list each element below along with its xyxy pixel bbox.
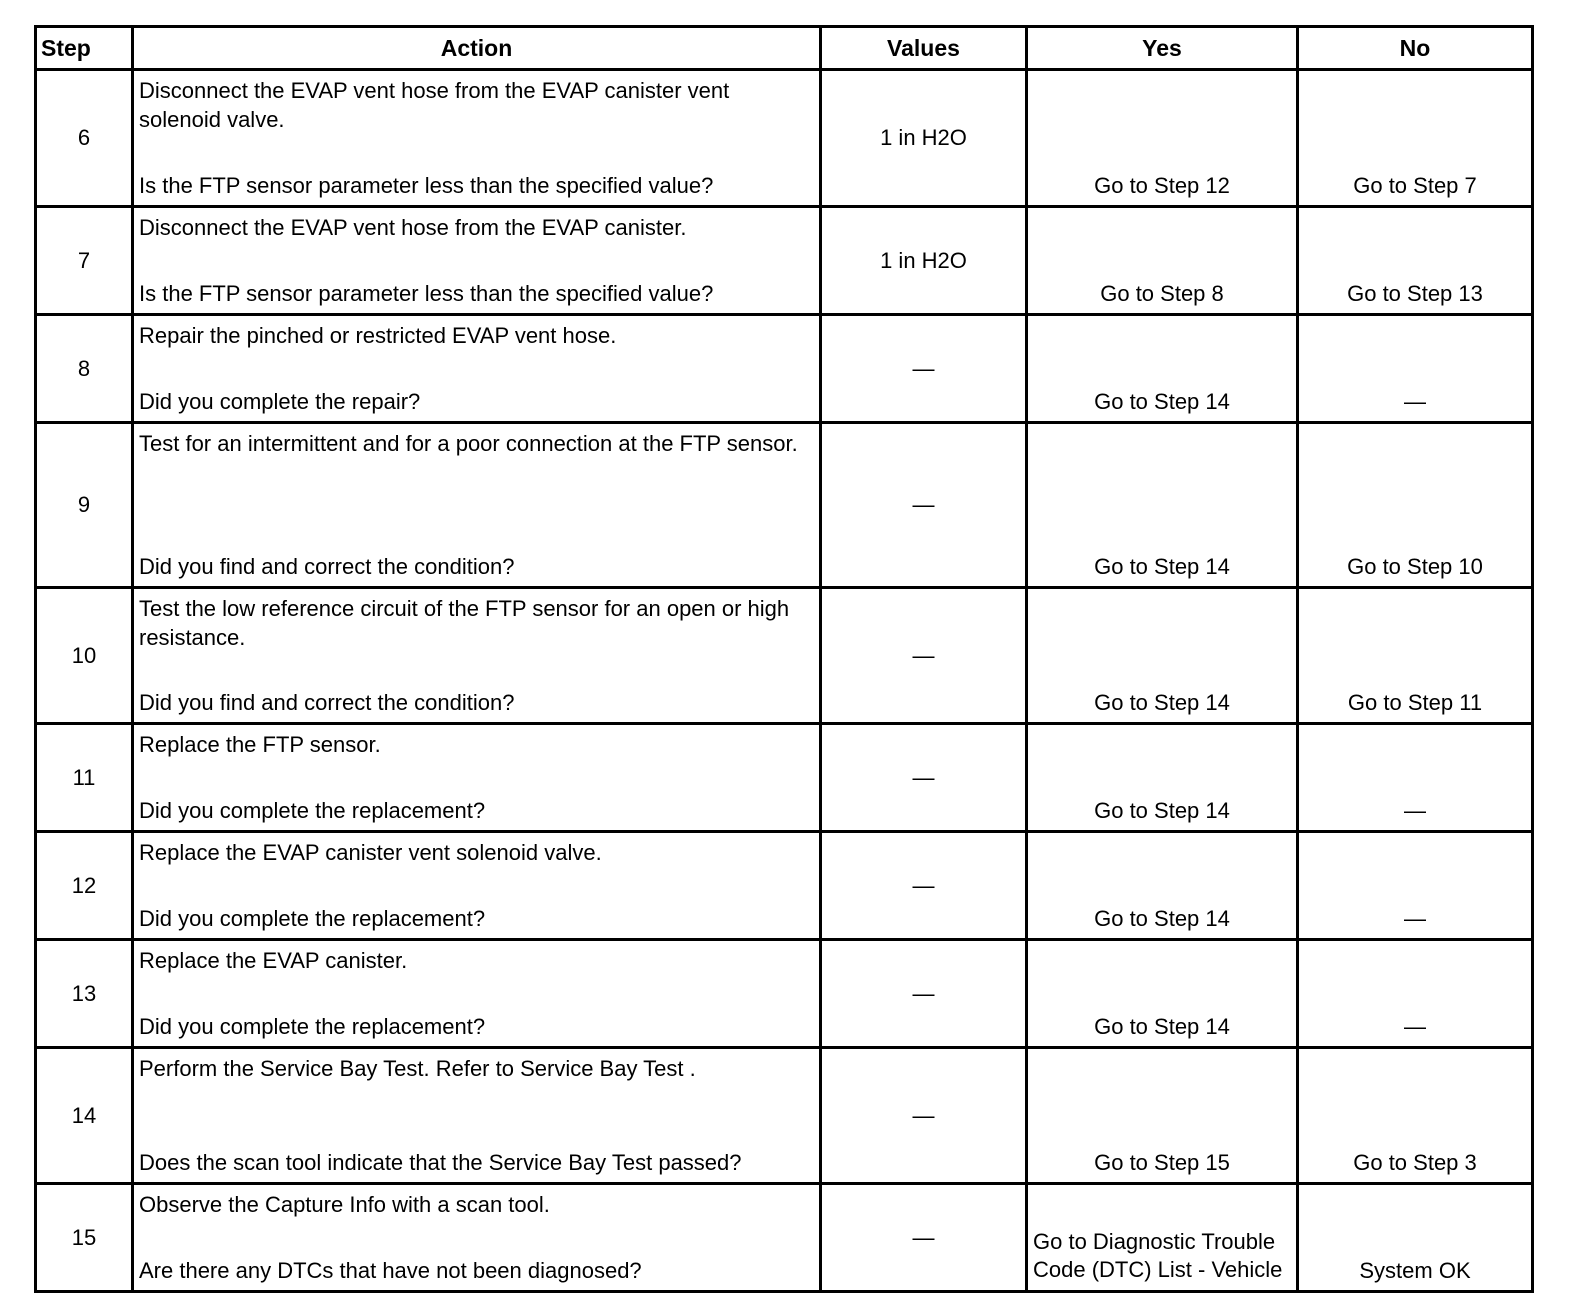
action-text: Test the low reference circuit of the FTP sensor for an open or high resistance. xyxy=(139,596,790,650)
action-cell xyxy=(134,589,822,722)
action-cell xyxy=(134,316,822,421)
action-text: Disconnect the EVAP vent hose from the EVAP canister. xyxy=(139,215,687,240)
action-question: Did you complete the repair? xyxy=(139,389,421,414)
action-cell xyxy=(134,208,822,313)
action-cell xyxy=(134,941,822,1046)
no-cell: — xyxy=(1404,906,1426,931)
yes-cell: Go to Step 14 xyxy=(1028,316,1299,421)
value-cell: — xyxy=(822,316,1028,421)
no-cell: — xyxy=(1404,389,1426,414)
action-question: Did you complete the replacement? xyxy=(139,906,486,931)
diagnostic-table xyxy=(34,25,1534,1293)
action-text: Test for an intermittent and for a poor connection at the FTP sensor. xyxy=(139,431,798,456)
step-number: 6 xyxy=(37,71,134,205)
action-cell xyxy=(134,424,822,586)
table-row xyxy=(37,424,1531,589)
step-number: 10 xyxy=(37,589,134,722)
value-cell: 1 in H2O xyxy=(822,71,1028,205)
value-cell: — xyxy=(822,941,1028,1046)
step-number: 13 xyxy=(37,941,134,1046)
table-row xyxy=(37,1049,1531,1185)
action-question: Did you find and correct the condition? xyxy=(139,690,515,715)
value-cell: — xyxy=(822,725,1028,830)
yes-cell: Go to Step 15 xyxy=(1028,1049,1299,1182)
no-cell: Go to Step 10 xyxy=(1347,554,1483,579)
table-row xyxy=(37,589,1531,725)
header-yes: Yes xyxy=(1028,28,1299,68)
action-cell xyxy=(134,725,822,830)
header-values: Values xyxy=(822,28,1028,68)
header-action: Action xyxy=(134,28,822,68)
action-question: Did you complete the replacement? xyxy=(139,798,486,823)
table-row xyxy=(37,833,1531,941)
table-row xyxy=(37,71,1531,208)
table-row xyxy=(37,725,1531,833)
action-text: Observe the Capture Info with a scan tool. xyxy=(139,1192,550,1217)
header-no: No xyxy=(1399,34,1431,61)
action-question: Is the FTP sensor parameter less than the specified value? xyxy=(139,173,714,198)
value-cell: — xyxy=(822,589,1028,722)
yes-cell: Go to Step 14 xyxy=(1028,725,1299,830)
no-cell: — xyxy=(1404,1014,1426,1039)
step-number: 12 xyxy=(37,833,134,938)
step-number: 7 xyxy=(37,208,134,313)
action-cell xyxy=(134,1185,822,1290)
value-cell: — xyxy=(822,1049,1028,1182)
yes-cell: Go to Step 14 xyxy=(1028,424,1299,586)
yes-cell xyxy=(1028,1185,1299,1290)
action-text: Replace the EVAP canister vent solenoid valve. xyxy=(139,840,602,865)
action-question: Are there any DTCs that have not been diagnosed? xyxy=(139,1258,642,1283)
action-question: Does the scan tool indicate that the Service Bay Test passed? xyxy=(139,1150,742,1175)
action-cell xyxy=(134,833,822,938)
step-number: 11 xyxy=(37,725,134,830)
yes-cell: Go to Step 8 xyxy=(1028,208,1299,313)
action-text: Disconnect the EVAP vent hose from the EVAP canister vent solenoid valve. xyxy=(139,78,730,132)
no-cell: Go to Step 13 xyxy=(1347,281,1483,306)
yes-cell: Go to Step 14 xyxy=(1028,589,1299,722)
action-text: Repair the pinched or restricted EVAP vent hose. xyxy=(139,323,617,348)
no-cell: Go to Step 11 xyxy=(1347,690,1483,715)
action-text: Replace the FTP sensor. xyxy=(139,732,381,757)
action-question: Did you complete the replacement? xyxy=(139,1014,486,1039)
action-text: Perform the Service Bay Test. Refer to Service Bay Test . xyxy=(139,1056,696,1081)
step-number: 8 xyxy=(37,316,134,421)
action-cell xyxy=(134,1049,822,1182)
yes-cell: Go to Step 12 xyxy=(1028,71,1299,205)
table-row xyxy=(37,941,1531,1049)
header-row xyxy=(37,28,1531,71)
yes-cell: Go to Step 14 xyxy=(1028,833,1299,938)
no-cell: — xyxy=(1404,798,1426,823)
header-step: Step xyxy=(37,28,134,68)
action-question: Is the FTP sensor parameter less than the specified value? xyxy=(139,281,714,306)
value-cell: — xyxy=(822,833,1028,938)
value-cell: — xyxy=(822,424,1028,586)
no-cell: Go to Step 7 xyxy=(1353,173,1477,198)
action-text: Replace the EVAP canister. xyxy=(139,948,408,973)
step-number: 9 xyxy=(37,424,134,586)
table-row xyxy=(37,208,1531,316)
step-number: 15 xyxy=(37,1185,134,1290)
value-cell: — xyxy=(822,1185,1028,1290)
table-row xyxy=(37,316,1531,424)
action-question: Did you find and correct the condition? xyxy=(139,554,515,579)
action-cell xyxy=(134,71,822,205)
no-cell: Go to Step 3 xyxy=(1353,1150,1477,1175)
value-cell: 1 in H2O xyxy=(822,208,1028,313)
yes-cell-text: Go to Diagnostic Trouble Code (DTC) List - Vehicle xyxy=(1033,1229,1283,1282)
step-number: 14 xyxy=(37,1049,134,1182)
yes-cell: Go to Step 14 xyxy=(1028,941,1299,1046)
no-cell: System OK xyxy=(1359,1258,1471,1283)
table-row xyxy=(37,1185,1531,1290)
